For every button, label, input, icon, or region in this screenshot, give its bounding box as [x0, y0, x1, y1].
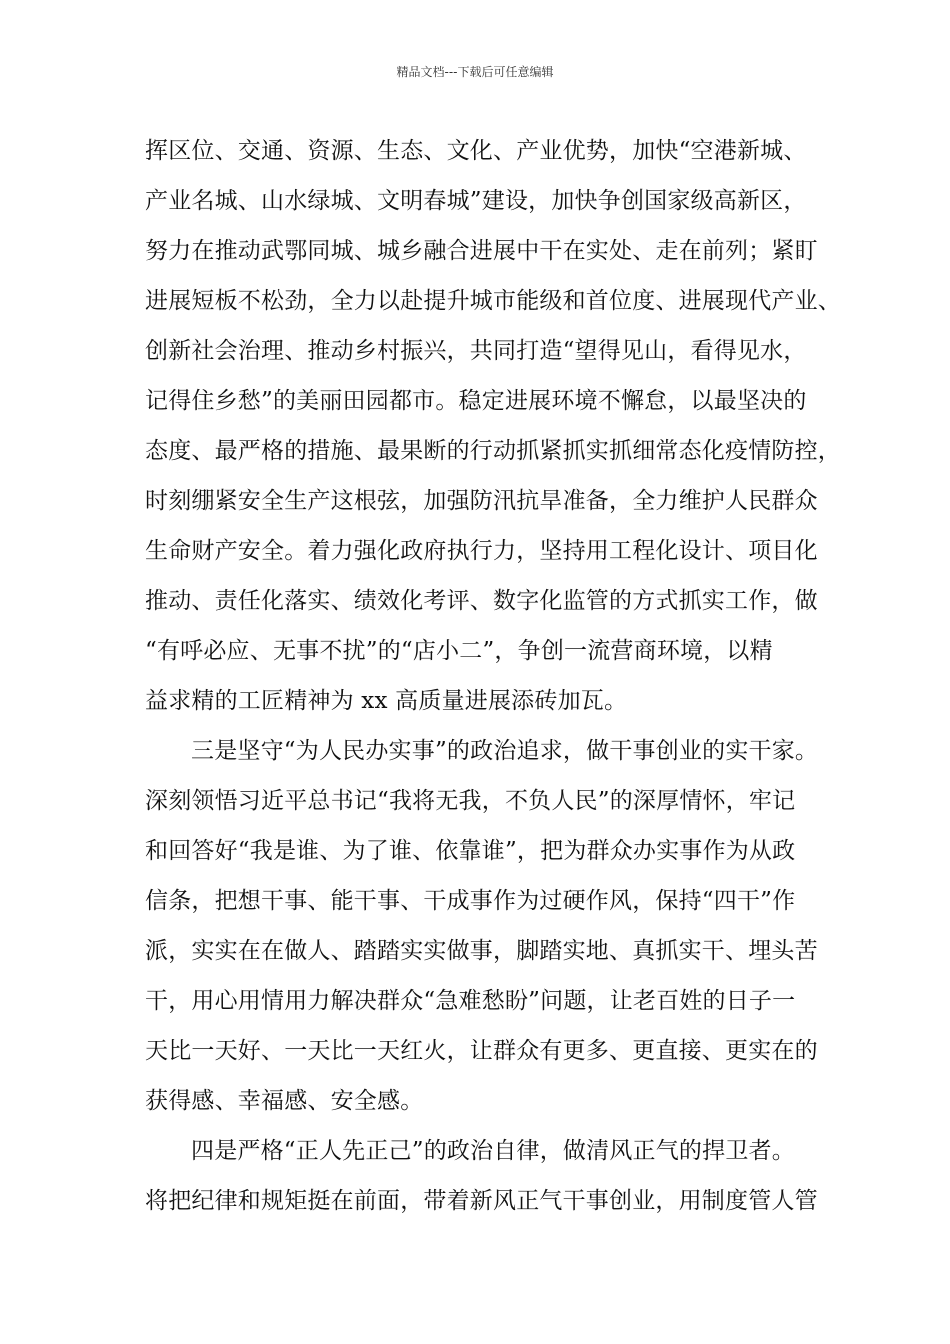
text-line: 信条，把想干事、能干事、干成事作为过硬作风，保持“四干”作 [145, 888, 796, 914]
text-line: 推动、责任化落实、绩效化考评、数字化监管的方式抓实工作，做 [145, 588, 818, 614]
text-line: 深刻领悟习近平总书记“我将无我，不负人民”的深厚情怀，牢记 [145, 788, 796, 814]
text-line: “有呼必应、无事不扰”的“店小二”，争创一流营商环境，以精 [145, 638, 773, 664]
text-line: 派，实实在在做人、踏踏实实做事，脚踏实地、真抓实干、埋头苦 [145, 938, 818, 964]
page-header: 精品文档---下载后可任意编辑 [396, 65, 554, 79]
text-line: 天比一天好、一天比一天红火，让群众有更多、更直接、更实在的 [145, 1038, 818, 1064]
text-line: 和回答好“我是谁、为了谁、依靠谁”，把为群众办实事作为从政 [145, 838, 796, 864]
text-line: 益求精的工匠精神为 xx 高质量进展添砖加瓦。 [145, 688, 628, 714]
text-line: 进展短板不松劲，全力以赴提升城市能级和首位度、进展现代产业、 [145, 288, 841, 314]
text-line: 记得住乡愁”的美丽田园都市。稳定进展环境不懈怠，以最坚决的 [145, 388, 807, 414]
text-line: 挥区位、交通、资源、生态、文化、产业优势，加快“空港新城、 [145, 138, 807, 164]
paragraph-start-line: 三是坚守“为人民办实事”的政治追求，做干事创业的实干家。 [191, 738, 819, 764]
text-line: 干，用心用情用力解决群众“急难愁盼”问题，让老百姓的日子一 [145, 988, 796, 1014]
text-line: 创新社会治理、推动乡村振兴，共同打造“望得见山，看得见水， [145, 338, 807, 364]
text-line: 努力在推动武鄂同城、城乡融合进展中干在实处、走在前列；紧盯 [145, 238, 818, 264]
text-line: 时刻绷紧安全生产这根弦，加强防汛抗旱准备，全力维护人民群众 [145, 488, 818, 514]
text-line: 将把纪律和规矩挺在前面，带着新风正气干事创业，用制度管人管 [145, 1188, 818, 1214]
paragraph-start-line: 四是严格“正人先正己”的政治自律，做清风正气的捍卫者。 [191, 1138, 795, 1164]
document-body [145, 126, 841, 1226]
text-line: 态度、最严格的措施、最果断的行动抓紧抓实抓细常态化疫情防控， [145, 438, 841, 464]
text-line: 生命财产安全。着力强化政府执行力，坚持用工程化设计、项目化 [145, 538, 818, 564]
text-line: 产业名城、山水绿城、文明春城”建设，加快争创国家级高新区， [145, 188, 807, 214]
text-line: 获得感、幸福感、安全感。 [145, 1088, 424, 1114]
